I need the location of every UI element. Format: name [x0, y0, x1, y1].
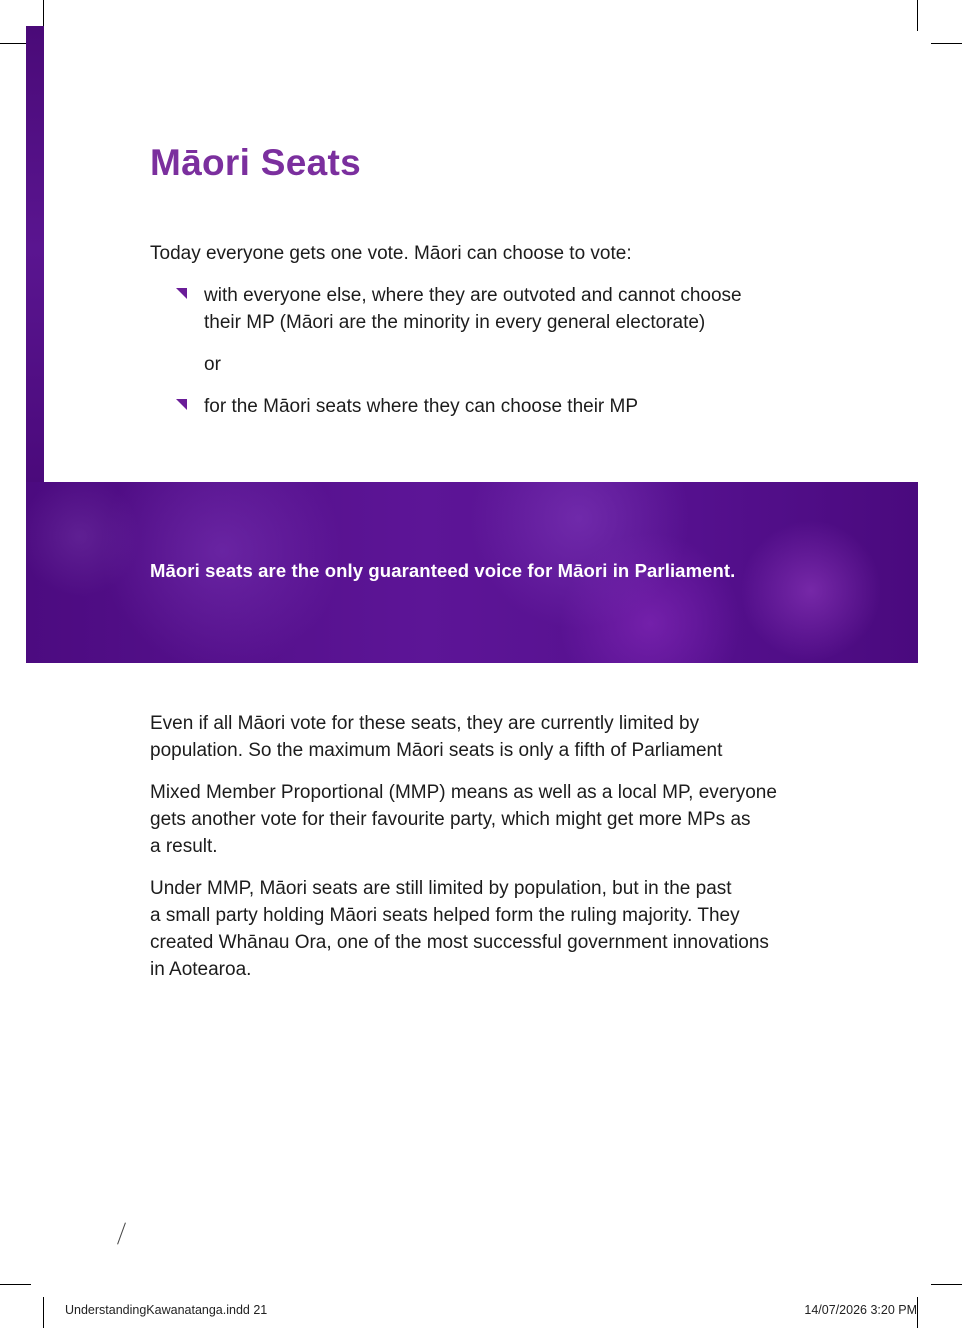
crop-mark [0, 1284, 31, 1285]
body-paragraph [150, 875, 769, 983]
bullet-line: with everyone else, where they are outvoted and cannot choose [204, 285, 742, 306]
crop-mark [917, 1297, 918, 1328]
footer-filename: UnderstandingKawanatanga.indd 21 [65, 1303, 268, 1317]
bullet-line: their MP (Māori are the minority in every general electorate) [204, 312, 706, 333]
footer-timestamp: 14/07/2026 3:20 PM [804, 1303, 917, 1317]
crop-mark [43, 1297, 44, 1328]
bullet-marker-icon [176, 399, 187, 410]
connector-text: or [204, 354, 221, 375]
paragraph-line: a small party holding Māori seats helped form the ruling majority. They [150, 905, 740, 926]
paragraph-line: Under MMP, Māori seats are still limited by population, but in the past [150, 878, 732, 899]
crop-mark [931, 1284, 962, 1285]
highlight-banner [26, 482, 918, 663]
paragraph-line: a result. [150, 836, 218, 857]
intro-text: Today everyone gets one vote. Māori can choose to vote: [150, 243, 632, 264]
bullet-marker-icon [176, 288, 187, 299]
page-title: Māori Seats [150, 142, 361, 183]
paragraph-line: gets another vote for their favourite party, which might get more MPs as [150, 809, 751, 830]
banner-statement: Māori seats are the only guaranteed voice for Māori in Parliament. [150, 560, 736, 581]
crop-mark [931, 43, 962, 44]
bullet-item-2: for the Māori seats where they can choose their MP [204, 396, 639, 417]
paragraph-line: Even if all Māori vote for these seats, they are currently limited by [150, 713, 700, 734]
paragraph-line: population. So the maximum Māori seats is only a fifth of Parliament [150, 740, 723, 761]
paragraph-line: in Aotearoa. [150, 959, 252, 980]
slash-mark [117, 1223, 126, 1245]
paragraph-line: Mixed Member Proportional (MMP) means as well as a local MP, everyone [150, 782, 777, 803]
crop-mark [917, 0, 918, 31]
bullet-item-1 [204, 282, 742, 336]
body-paragraph [150, 779, 777, 860]
paragraph-line: created Whānau Ora, one of the most successful government innovations [150, 932, 769, 953]
body-paragraph [150, 710, 722, 764]
